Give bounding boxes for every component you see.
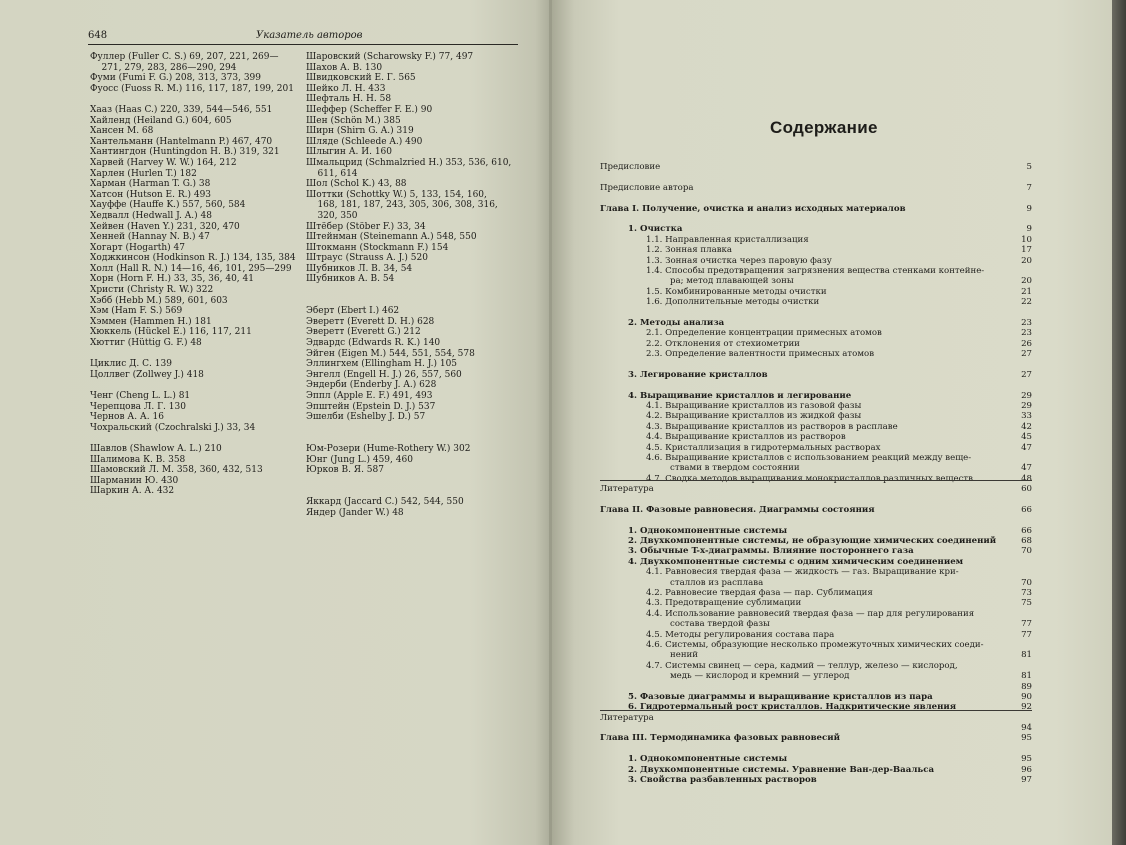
toc-entry	[600, 567, 1032, 577]
index-entry: Хорн (Horn F. H.) 33, 35, 36, 40, 41	[90, 274, 254, 285]
index-entry: Энгелл (Engell H. J.) 26, 557, 560	[306, 369, 462, 380]
toc-entry-title: ствами в твердом состоянии	[670, 463, 800, 474]
toc-entry-title: 4. Двухкомпонентные системы с одним химическим соединением	[628, 556, 964, 567]
index-entry: Эндерби (Enderby J. A.) 628	[306, 380, 437, 391]
toc-entry	[600, 495, 1032, 505]
toc-entry-title: 1. Однокомпонентные системы	[628, 525, 788, 536]
toc-entry	[600, 214, 1032, 224]
toc-entry	[600, 235, 1032, 245]
index-entry: Юнг (Jung L.) 459, 460	[306, 454, 413, 465]
index-entry: Харлен (Hurlen T.) 182	[90, 168, 197, 179]
index-entry	[90, 380, 296, 391]
toc-page-number: 70	[1021, 546, 1032, 557]
toc-entry-title: 4.4. Использование равновесий твердая фаза — пар для регулирования	[646, 608, 975, 619]
toc-entry-title: сталлов из расплава	[670, 577, 764, 588]
index-entry	[306, 476, 511, 487]
toc-entry	[600, 328, 1032, 338]
index-entry: Фуллер (Fuller C. S.) 69, 207, 221, 269—	[90, 52, 279, 62]
toc-entry	[600, 453, 1032, 463]
index-entry: Эллингхем (Ellingham H. J.) 105	[306, 359, 458, 370]
index-entry	[306, 423, 511, 434]
index-entry: Эшелби (Eshelby J. D.) 57	[306, 412, 426, 423]
toc-entry	[600, 193, 1032, 203]
toc-entry	[600, 411, 1032, 421]
toc-entry-title: 1.4. Способы предотвращения загрязнения вещества стенками контейне-	[646, 265, 985, 276]
toc-entry-title: 4.1. Выращивание кристаллов из газовой фазы	[646, 400, 862, 411]
left-page	[0, 0, 552, 845]
toc-page-number: 26	[1021, 338, 1032, 349]
toc-entry-title: 2.3. Определение валентности примесных атомов	[646, 349, 875, 360]
index-entry: Цоллвег (Zollwey J.) 418	[90, 369, 204, 380]
toc-entry	[600, 692, 1032, 702]
toc-entry	[600, 682, 1032, 692]
toc-page-number: 60	[1021, 484, 1032, 495]
toc-entry	[600, 204, 1032, 214]
toc-entry-title: 4.5. Методы регулирования состава пара	[646, 629, 835, 640]
toc-entry	[600, 359, 1032, 369]
index-entry	[306, 433, 511, 444]
toc-entry	[600, 702, 1032, 712]
index-entry: Ченг (Cheng L. L.) 81	[90, 391, 191, 401]
index-entry: Шеффер (Scheffer F. E.) 90	[306, 104, 433, 115]
toc-entry	[600, 505, 1032, 515]
toc-entry-title: 1.2. Зонная плавка	[646, 245, 733, 256]
toc-entry-title: 5. Фазовые диаграммы и выращивание кристаллов из пара	[628, 691, 933, 702]
toc-entry	[600, 713, 1032, 723]
toc-page-number: 95	[1021, 733, 1032, 744]
toc-entry-title: 3. Свойства разбавленных растворов	[628, 775, 817, 786]
toc-entry-title: 2. Методы анализа	[628, 317, 725, 328]
toc-entry	[600, 443, 1032, 453]
toc-entry-title: Предисловие автора	[600, 182, 694, 193]
book-edge	[1112, 0, 1126, 845]
toc-page-number: 97	[1021, 775, 1032, 786]
index-entry: Хантингдон (Huntingdon H. B.) 319, 321	[90, 147, 280, 158]
toc-entry	[600, 339, 1032, 349]
toc-entry-title: 1. Однокомпонентные системы	[628, 754, 788, 765]
toc-entry	[600, 733, 1032, 743]
toc-page-number: 81	[1021, 650, 1032, 661]
toc-page-number: 81	[1021, 671, 1032, 682]
index-entry: Черепцова Л. Г. 130	[90, 401, 186, 412]
index-entry: Фуми (Fumi F. G.) 208, 313, 373, 399	[90, 73, 261, 84]
toc-entry-title: 4.7. Системы свинец — сера, кадмий — теллур, железо — кислород,	[646, 660, 958, 671]
toc-entry	[600, 183, 1032, 193]
index-entry: Хантельманн (Hantelmann P.) 467, 470	[90, 136, 273, 147]
index-entry: Шахов А. В. 130	[306, 62, 383, 73]
toc-entry	[600, 609, 1032, 619]
running-header	[88, 30, 518, 45]
toc-entry-title: Литература	[600, 712, 654, 723]
toc-entry-title: 3. Легирование кристаллов	[628, 369, 768, 380]
index-entry: Чохральский (Czochralski J.) 33, 34	[90, 422, 256, 433]
toc-entry	[600, 224, 1032, 234]
toc-entry	[600, 557, 1032, 567]
index-entry: Хэбб (Hebb M.) 589, 601, 603	[90, 295, 228, 306]
table-of-contents	[600, 162, 1032, 785]
toc-entry	[600, 546, 1032, 556]
index-entry	[90, 94, 296, 105]
toc-entry	[600, 661, 1032, 671]
toc-entry	[600, 422, 1032, 432]
toc-page-number: 47	[1021, 463, 1032, 474]
index-entry: Хайленд (Heiland G.) 604, 605	[90, 115, 232, 126]
toc-entry	[600, 723, 1032, 733]
toc-entry-title: нений	[670, 650, 698, 661]
index-entry: Шаркин А. А. 432	[90, 486, 175, 497]
toc-page-number: 27	[1021, 369, 1032, 380]
index-entry: Юм-Розери (Hume-Rothery W.) 302	[306, 443, 471, 454]
toc-entry	[600, 754, 1032, 764]
index-entry: Холл (Hall R. N.) 14—16, 46, 101, 295—299	[90, 263, 292, 274]
toc-page-number: 9	[1026, 224, 1032, 235]
index-entry: Шен (Schön M.) 385	[306, 115, 401, 126]
toc-entry	[600, 318, 1032, 328]
toc-page-number: 29	[1021, 390, 1032, 401]
toc-page-number: 95	[1021, 754, 1032, 765]
toc-entry-title: Глава I. Получение, очистка и анализ исходных материалов	[600, 203, 906, 214]
index-entry: Шарманин Ю. 430	[90, 475, 179, 486]
index-entry: Шейко Л. Н. 433	[306, 83, 386, 94]
toc-entry	[600, 515, 1032, 525]
index-entry: Циклис Д. С. 139	[90, 359, 172, 370]
toc-entry	[600, 640, 1032, 650]
toc-entry	[600, 526, 1032, 536]
index-entry: Шаровский (Scharowsky F.) 77, 497	[306, 52, 474, 62]
toc-page-number: 96	[1021, 764, 1032, 775]
toc-entry-title: 1.5. Комбинированные методы очистки	[646, 286, 827, 297]
toc-entry	[600, 650, 1032, 660]
toc-entry-title: 2.1. Определение концентрации примесных атомов	[646, 328, 882, 339]
toc-entry	[600, 474, 1032, 484]
index-entry: Харвей (Harvey W. W.) 164, 212	[90, 157, 237, 168]
toc-entry	[600, 588, 1032, 598]
index-entry: Эпштейн (Epstein D. J.) 537	[306, 401, 436, 412]
toc-entry	[600, 380, 1032, 390]
toc-entry	[600, 630, 1032, 640]
toc-entry-title: медь — кислород и кремний — углерод	[670, 671, 850, 682]
toc-entry	[600, 287, 1032, 297]
index-entry: Шубников Л. В. 34, 54	[306, 263, 413, 274]
index-entry: Хэммен (Hammen H.) 181	[90, 316, 212, 327]
toc-page-number: 68	[1021, 536, 1032, 547]
index-entry: Фуосс (Fuoss R. M.) 116, 117, 187, 199, 201	[90, 83, 294, 94]
toc-page-number: 45	[1021, 432, 1032, 443]
toc-page-number: 21	[1021, 286, 1032, 297]
toc-entry	[600, 619, 1032, 629]
index-entry: Эверетт (Everett G.) 212	[306, 327, 421, 338]
toc-entry	[600, 463, 1032, 473]
toc-entry-title: 4.6. Выращивание кристаллов с использованием реакций между веще-	[646, 452, 972, 463]
toc-entry	[600, 536, 1032, 546]
toc-page-number: 20	[1021, 255, 1032, 266]
index-entry: Шамовский Л. М. 358, 360, 432, 513	[90, 465, 263, 476]
index-entry	[306, 285, 511, 296]
toc-entry-title: ра; метод плавающей зоны	[670, 276, 794, 287]
index-entry: Швидковский Е. Г. 565	[306, 73, 416, 84]
toc-entry	[600, 775, 1032, 785]
toc-entry-title: 1.6. Дополнительные методы очистки	[646, 297, 820, 308]
index-entry: Шлыгин А. И. 160	[306, 147, 393, 158]
index-entry: Христи (Christy R. W.) 322	[90, 285, 214, 296]
toc-entry-title: 4.5. Кристаллизация в гидротермальных растворах	[646, 442, 881, 453]
toc-page-number: 77	[1021, 629, 1032, 640]
toc-entry	[600, 162, 1032, 172]
index-entry: Хааз (Haas C.) 220, 339, 544—546, 551	[90, 104, 273, 115]
toc-entry	[600, 256, 1032, 266]
index-entry: Чернов А. А. 16	[90, 412, 164, 423]
toc-entry-title: 1.1. Направленная кристаллизация	[646, 234, 809, 245]
toc-page-number: 33	[1021, 411, 1032, 422]
toc-page-number: 9	[1026, 203, 1032, 214]
index-entry: Хатсон (Hutson E. R.) 493	[90, 189, 212, 200]
index-column-1	[90, 52, 296, 497]
toc-entry-title: 1. Очистка	[628, 224, 683, 235]
index-entry: Эдвардс (Edwards R. K.) 140	[306, 338, 441, 349]
index-entry: Хенней (Hannay N. B.) 47	[90, 232, 210, 243]
toc-page-number: 42	[1021, 421, 1032, 432]
toc-entry-title: 4. Выращивание кристаллов и легирование	[628, 390, 852, 401]
toc-page-number: 20	[1021, 276, 1032, 287]
toc-entry-title: 3. Обычные T-x-диаграммы. Влияние постороннего газа	[628, 546, 914, 557]
toc-entry-title: 4.1. Равновесия твердая фаза — жидкость — газ. Выращивание кри-	[646, 567, 959, 578]
index-entry: Эберт (Ebert I.) 462	[306, 306, 400, 317]
toc-entry	[600, 349, 1032, 359]
index-entry: Шавлов (Shawlow A. L.) 210	[90, 443, 222, 454]
index-entry: Шоттки (Schottky W.) 5, 133, 154, 160,	[306, 189, 487, 200]
index-entry: Эверетт (Everett D. H.) 628	[306, 316, 435, 327]
index-entry	[90, 433, 296, 444]
toc-entry-title: 4.6. Системы, образующие несколько промежуточных химических соеди-	[646, 639, 984, 650]
toc-page-number: 73	[1021, 588, 1032, 599]
toc-entry-title: 4.7. Сводка методов выращивания монокристаллов различных веществ	[646, 473, 974, 484]
toc-entry	[600, 598, 1032, 608]
index-entry: Харман (Harman T. G.) 38	[90, 179, 211, 190]
index-entry: Шубников А. В. 54	[306, 274, 395, 285]
contents-title: Содержание	[770, 118, 878, 137]
index-entry: Эйген (Eigen M.) 544, 551, 554, 578	[306, 348, 475, 359]
toc-entry	[600, 484, 1032, 494]
index-entry: Хедвалл (Hedwall J. A.) 48	[90, 210, 212, 221]
index-entry: Хюттиг (Hüttig G. F.) 48	[90, 338, 202, 349]
index-entry	[90, 349, 296, 360]
toc-entry-title: Глава II. Фазовые равновесия. Диаграммы состояния	[600, 504, 875, 515]
chapter-divider	[600, 710, 1032, 711]
index-entry: Ширн (Shirn G. A.) 319	[306, 126, 414, 137]
toc-entry-title: 4.2. Равновесие твердая фаза — пар. Сублимация	[646, 588, 873, 599]
toc-entry	[600, 266, 1032, 276]
index-entry: Хансен М. 68	[90, 126, 154, 137]
toc-page-number: 29	[1021, 400, 1032, 411]
index-entry: Штёбер (Stöber F.) 33, 34	[306, 221, 426, 232]
toc-entry-title: 4.3. Выращивание кристаллов из растворов в расплаве	[646, 421, 898, 432]
index-entry: 168, 181, 187, 243, 305, 306, 308, 316,	[306, 200, 498, 211]
toc-page-number: 94	[1021, 723, 1032, 734]
toc-page-number: 75	[1021, 598, 1032, 609]
toc-page-number: 23	[1021, 317, 1032, 328]
toc-entry	[600, 671, 1032, 681]
toc-entry-title: Предисловие	[600, 162, 661, 172]
chapter-divider	[600, 480, 1032, 481]
index-entry: Эппл (Apple E. F.) 491, 493	[306, 391, 433, 401]
index-entry: Юрков В. Я. 587	[306, 465, 384, 476]
index-entry: 320, 350	[306, 210, 358, 221]
toc-entry	[600, 276, 1032, 286]
toc-page-number: 92	[1021, 702, 1032, 713]
toc-page-number: 77	[1021, 619, 1032, 630]
index-entry: Хюккель (Hückel E.) 116, 117, 211	[90, 327, 252, 338]
toc-entry-title: состава твердой фазы	[670, 619, 770, 630]
toc-page-number: 22	[1021, 297, 1032, 308]
index-entry: Шляде (Schleede A.) 490	[306, 136, 423, 147]
index-entry	[306, 296, 511, 307]
toc-entry-title: 2. Двухкомпонентные системы, не образующие химических соединений	[628, 536, 997, 547]
index-entry: Шол (Schol K.) 43, 88	[306, 179, 407, 190]
toc-entry	[600, 401, 1032, 411]
toc-entry	[600, 370, 1032, 380]
index-entry: Яндер (Jander W.) 48	[306, 507, 404, 518]
toc-page-number: 10	[1021, 234, 1032, 245]
index-column-2	[306, 52, 511, 518]
toc-page-number: 7	[1026, 182, 1032, 193]
index-entry: Хэм (Ham F. S.) 569	[90, 306, 183, 317]
toc-page-number: 17	[1021, 245, 1032, 256]
toc-page-number: 48	[1021, 473, 1032, 484]
index-entry: 611, 614	[306, 168, 358, 179]
toc-page-number: 27	[1021, 349, 1032, 360]
toc-entry	[600, 744, 1032, 754]
toc-page-number: 70	[1021, 577, 1032, 588]
running-title: Указатель авторов	[256, 30, 363, 41]
index-entry: Хогарт (Hogarth) 47	[90, 242, 185, 253]
toc-entry-title: 2. Двухкомпонентные системы. Уравнение Ван-дер-Ваальса	[628, 764, 935, 775]
index-entry: Штраус (Strauss A. J.) 520	[306, 253, 428, 264]
toc-entry	[600, 578, 1032, 588]
index-entry: Яккард (Jaccard C.) 542, 544, 550	[306, 496, 464, 507]
page-number: 648	[88, 30, 108, 41]
index-entry: Штокманн (Stockmann F.) 154	[306, 242, 449, 253]
toc-entry	[600, 307, 1032, 317]
toc-entry-title: 4.2. Выращивание кристаллов из жидкой фазы	[646, 411, 862, 422]
toc-page-number: 66	[1021, 504, 1032, 515]
toc-entry	[600, 432, 1032, 442]
index-entry: Шмальцрид (Schmalzried H.) 353, 536, 610,	[306, 157, 512, 168]
toc-entry-title: 1.3. Зонная очистка через паровую фазу	[646, 255, 832, 266]
index-entry: 271, 279, 283, 286—290, 294	[90, 62, 237, 73]
index-entry	[306, 486, 511, 497]
index-entry: Ходжкинсон (Hodkinson R. J.) 134, 135, 384	[90, 253, 296, 264]
toc-page-number: 66	[1021, 525, 1032, 536]
toc-entry	[600, 172, 1032, 182]
toc-entry-title: Глава III. Термодинамика фазовых равновесий	[600, 733, 840, 744]
index-entry: Шефталь Н. Н. 58	[306, 94, 392, 105]
index-entry: Шалимова К. В. 358	[90, 454, 186, 465]
toc-entry-title: 2.2. Отклонения от стехиометрии	[646, 338, 800, 349]
toc-page-number: 47	[1021, 442, 1032, 453]
toc-page-number: 5	[1026, 162, 1032, 172]
toc-entry-title: 4.3. Предотвращение сублимации	[646, 598, 802, 609]
index-entry: Штейнман (Steinemann A.) 548, 550	[306, 232, 477, 243]
toc-page-number: 90	[1021, 691, 1032, 702]
toc-page-number: 89	[1021, 681, 1032, 692]
toc-page-number: 23	[1021, 328, 1032, 339]
toc-entry-title: 6. Гидротермальный рост кристаллов. Надкритические явления	[628, 702, 957, 713]
index-entry: Хейвен (Haven Y.) 231, 320, 470	[90, 221, 240, 232]
toc-entry	[600, 297, 1032, 307]
toc-entry-title: 4.4. Выращивание кристаллов из растворов	[646, 432, 846, 443]
toc-entry	[600, 245, 1032, 255]
toc-entry	[600, 765, 1032, 775]
toc-entry-title: Литература	[600, 484, 654, 495]
toc-entry	[600, 391, 1032, 401]
index-entry: Хауффе (Hauffe K.) 557, 560, 584	[90, 200, 246, 211]
